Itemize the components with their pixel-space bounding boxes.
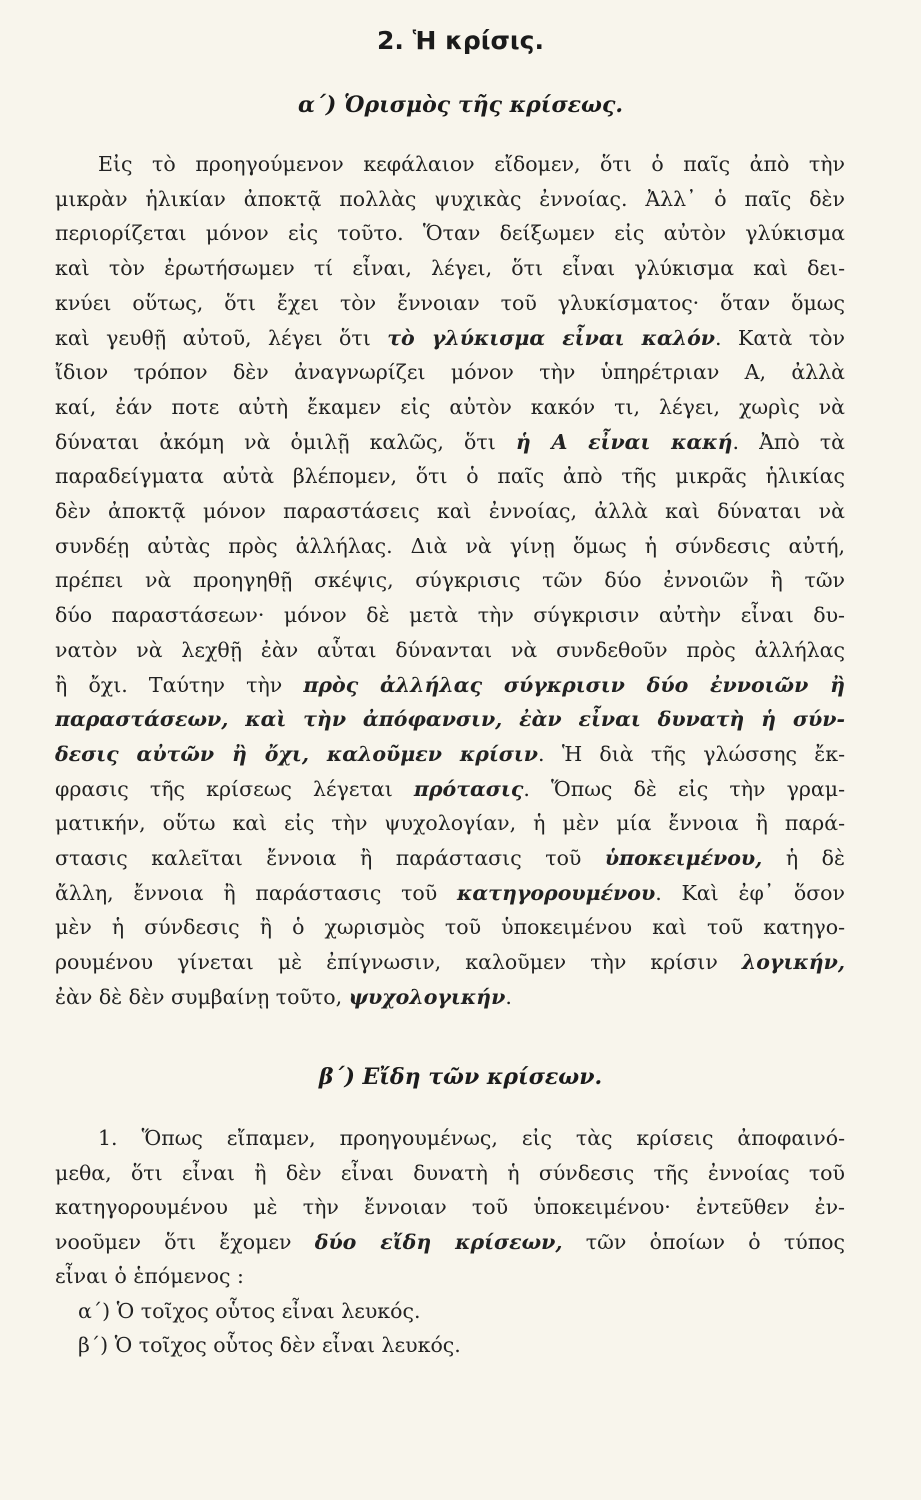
- text-line: [55, 289, 845, 317]
- plain-text: ἴδιον τρόπον δὲν ἀναγνωρίζει μόνον τὴν ὑπηρέτριαν Α, ἀλλὰ: [55, 360, 845, 385]
- plain-text: συνδέῃ αὐτὰς πρὸς ἀλλήλας. Διὰ νὰ γίνῃ ὅμως ἡ σύνδεσις αὐτή,: [55, 533, 845, 558]
- text-line: [55, 532, 845, 560]
- plain-text: μὲν ἡ σύνδεσις ἢ ὁ χωρισμὸς τοῦ ὑποκειμένου καὶ τοῦ κατηγο-: [55, 915, 845, 940]
- plain-text: .: [505, 984, 512, 1009]
- plain-text: καί, ἐάν ποτε αὐτὴ ἔκαμεν εἰς αὐτὸν κακόν τι, λέγει, χωρὶς νὰ: [55, 394, 845, 419]
- plain-text: δύο παραστάσεων· μόνον δὲ μετὰ τὴν σύγκρισιν αὐτὴν εἶναι δυ-: [55, 603, 845, 628]
- plain-text: μεθα, ὅτι εἶναι ἢ δὲν εἶναι δυνατὴ ἡ σύνδεσις τῆς ἐννοίας τοῦ: [55, 1160, 845, 1185]
- text-line: [55, 358, 845, 386]
- text-line: [55, 462, 845, 490]
- plain-text: δὲν ἀποκτᾷ μόνον παραστάσεις καὶ ἐννοίας, ἀλλὰ καὶ δύναται νὰ: [55, 499, 845, 523]
- emphasis-text: ψυχολογικήν: [348, 984, 506, 1009]
- text-line: [98, 150, 845, 178]
- text-line: [55, 428, 845, 456]
- example-negative: β΄) Ὁ τοῖχος οὗτος δὲν εἶναι λευκός.: [78, 1333, 461, 1357]
- text-line: [55, 879, 845, 907]
- plain-text: τῶν ὁποίων ὁ τύπος: [562, 1229, 845, 1254]
- text-line: [55, 254, 845, 282]
- plain-text: κατηγορουμένου μὲ τὴν ἔννοιαν τοῦ ὑποκειμένου· ἐντεῦθεν ἐν-: [55, 1195, 845, 1219]
- section-heading-definition: α΄) Ὁρισμὸς τῆς κρίσεως.: [297, 92, 624, 118]
- emphasis-text: δεσις αὐτῶν ἢ ὄχι, καλοῦμεν κρίσιν: [55, 741, 539, 766]
- text-line: [55, 601, 845, 629]
- plain-text: καὶ τὸν ἐρωτήσωμεν τί εἶναι, λέγει, ὅτι εἶναι γλύκισμα καὶ δει-: [55, 256, 845, 281]
- plain-text: . Ἡ διὰ τῆς γλώσσης ἔκ-: [538, 741, 845, 766]
- emphasis-text: λογικήν,: [741, 950, 845, 975]
- text-line: [55, 913, 845, 941]
- example-affirmative: α΄) Ὁ τοῖχος οὗτος εἶναι λευκός.: [78, 1299, 421, 1323]
- plain-text: περιορίζεται μόνον εἰς τοῦτο. Ὅταν δείξωμεν εἰς αὐτὸν γλύκισμα: [55, 221, 845, 246]
- plain-text: 1. Ὅπως εἴπαμεν, προηγουμένως, εἰς τὰς κρίσεις ἀποφαινό-: [98, 1126, 845, 1150]
- text-line: [55, 740, 845, 768]
- emphasis-text: παραστάσεων, καὶ τὴν ἀπόφανσιν, ἐὰν εἶναι δυνατὴ ἡ σύν-: [55, 707, 845, 732]
- plain-text: φρασις τῆς κρίσεως λέγεται: [55, 776, 414, 801]
- plain-text: . Ἀπὸ τὰ: [732, 429, 845, 454]
- plain-text: κνύει οὕτως, ὅτι ἔχει τὸν ἔννοιαν τοῦ γλυκίσματος· ὅταν ὅμως: [55, 290, 845, 315]
- text-line: [55, 1228, 845, 1256]
- text-line: [55, 566, 845, 594]
- plain-text: παραδείγματα αὐτὰ βλέπομεν, ὅτι ὁ παῖς ἀπὸ τῆς μικρᾶς ἡλικίας: [55, 464, 845, 489]
- text-line: [55, 497, 845, 525]
- plain-text: νατὸν νὰ λεχθῇ ἐὰν αὗται δύνανται νὰ συνδεθοῦν πρὸς ἀλλήλας: [55, 637, 845, 662]
- plain-text: . Καὶ ἐφ᾿ ὅσον: [655, 880, 845, 905]
- text-line: [55, 983, 845, 1011]
- plain-text: ρουμένου γίνεται μὲ ἐπίγνωσιν, καλοῦμεν τὴν κρίσιν: [55, 950, 742, 975]
- plain-text: δύναται ἀκόμη νὰ ὁμιλῇ καλῶς, ὅτι: [55, 429, 516, 454]
- text-line: [55, 1193, 845, 1221]
- plain-text: μικρὰν ἡλικίαν ἀποκτᾷ πολλὰς ψυχικὰς ἐννοίας. Ἀλλ᾿ ὁ παῖς δὲν: [55, 186, 845, 211]
- text-line: [55, 948, 845, 976]
- plain-text: ἡ δὲ: [762, 846, 845, 870]
- plain-text: εἶναι ὁ ἑπόμενος :: [55, 1264, 244, 1288]
- text-line: [98, 1124, 845, 1152]
- plain-text: ἢ ὄχι. Ταύτην τὴν: [55, 672, 304, 697]
- text-line: [55, 636, 845, 664]
- section-heading-types: β΄) Εἴδη τῶν κρίσεων.: [318, 1064, 603, 1090]
- plain-text: ἄλλη, ἔννοια ἢ παράστασις τοῦ: [55, 880, 458, 905]
- text-line: [55, 1159, 845, 1187]
- plain-text: Εἰς τὸ προηγούμενον κεφάλαιον εἴδομεν, ὅτι ὁ παῖς ἀπὸ τὴν: [98, 152, 845, 176]
- emphasis-text: ἡ Α εἶναι κακή: [515, 429, 733, 454]
- plain-text: νοοῦμεν ὅτι ἔχομεν: [55, 1229, 315, 1254]
- text-line: [55, 219, 845, 247]
- text-line: [55, 185, 845, 213]
- plain-text: ἐὰν δὲ δὲν συμβαίνῃ τοῦτο,: [55, 984, 349, 1009]
- plain-text: στασις καλεῖται ἔννοια ἢ παράστασις τοῦ: [55, 846, 605, 870]
- text-line: [55, 844, 845, 872]
- emphasis-text: δύο εἴδη κρίσεων,: [314, 1229, 563, 1254]
- plain-text: . Κατὰ τὸν: [715, 325, 845, 350]
- plain-text: ματικήν, οὕτω καὶ εἰς τὴν ψυχολογίαν, ἡ μὲν μία ἔννοια ἢ παρά-: [55, 811, 845, 836]
- plain-text: πρέπει νὰ προηγηθῇ σκέψις, σύγκρισις τῶν δύο ἐννοιῶν ἢ τῶν: [55, 568, 845, 593]
- text-line: [55, 1262, 845, 1290]
- text-line: [55, 775, 845, 803]
- emphasis-text: κατηγορουμένου: [457, 880, 656, 905]
- text-line: [55, 324, 845, 352]
- emphasis-text: τὸ γλύκισμα εἶναι καλόν: [387, 325, 716, 350]
- plain-text: . Ὅπως δὲ εἰς τὴν γραμ-: [523, 776, 845, 801]
- emphasis-text: πρότασις: [413, 776, 524, 801]
- text-line: [55, 705, 845, 733]
- text-line: [55, 809, 845, 837]
- emphasis-text: ὑποκειμένου,: [604, 846, 763, 870]
- text-line: [55, 393, 845, 421]
- plain-text: καὶ γευθῇ αὐτοῦ, λέγει ὅτι: [55, 325, 388, 350]
- chapter-title: 2. Ἡ κρίσις.: [376, 26, 544, 55]
- text-line: [55, 671, 845, 699]
- emphasis-text: πρὸς ἀλλήλας σύγκρισιν δύο ἐννοιῶν ἢ: [303, 672, 845, 697]
